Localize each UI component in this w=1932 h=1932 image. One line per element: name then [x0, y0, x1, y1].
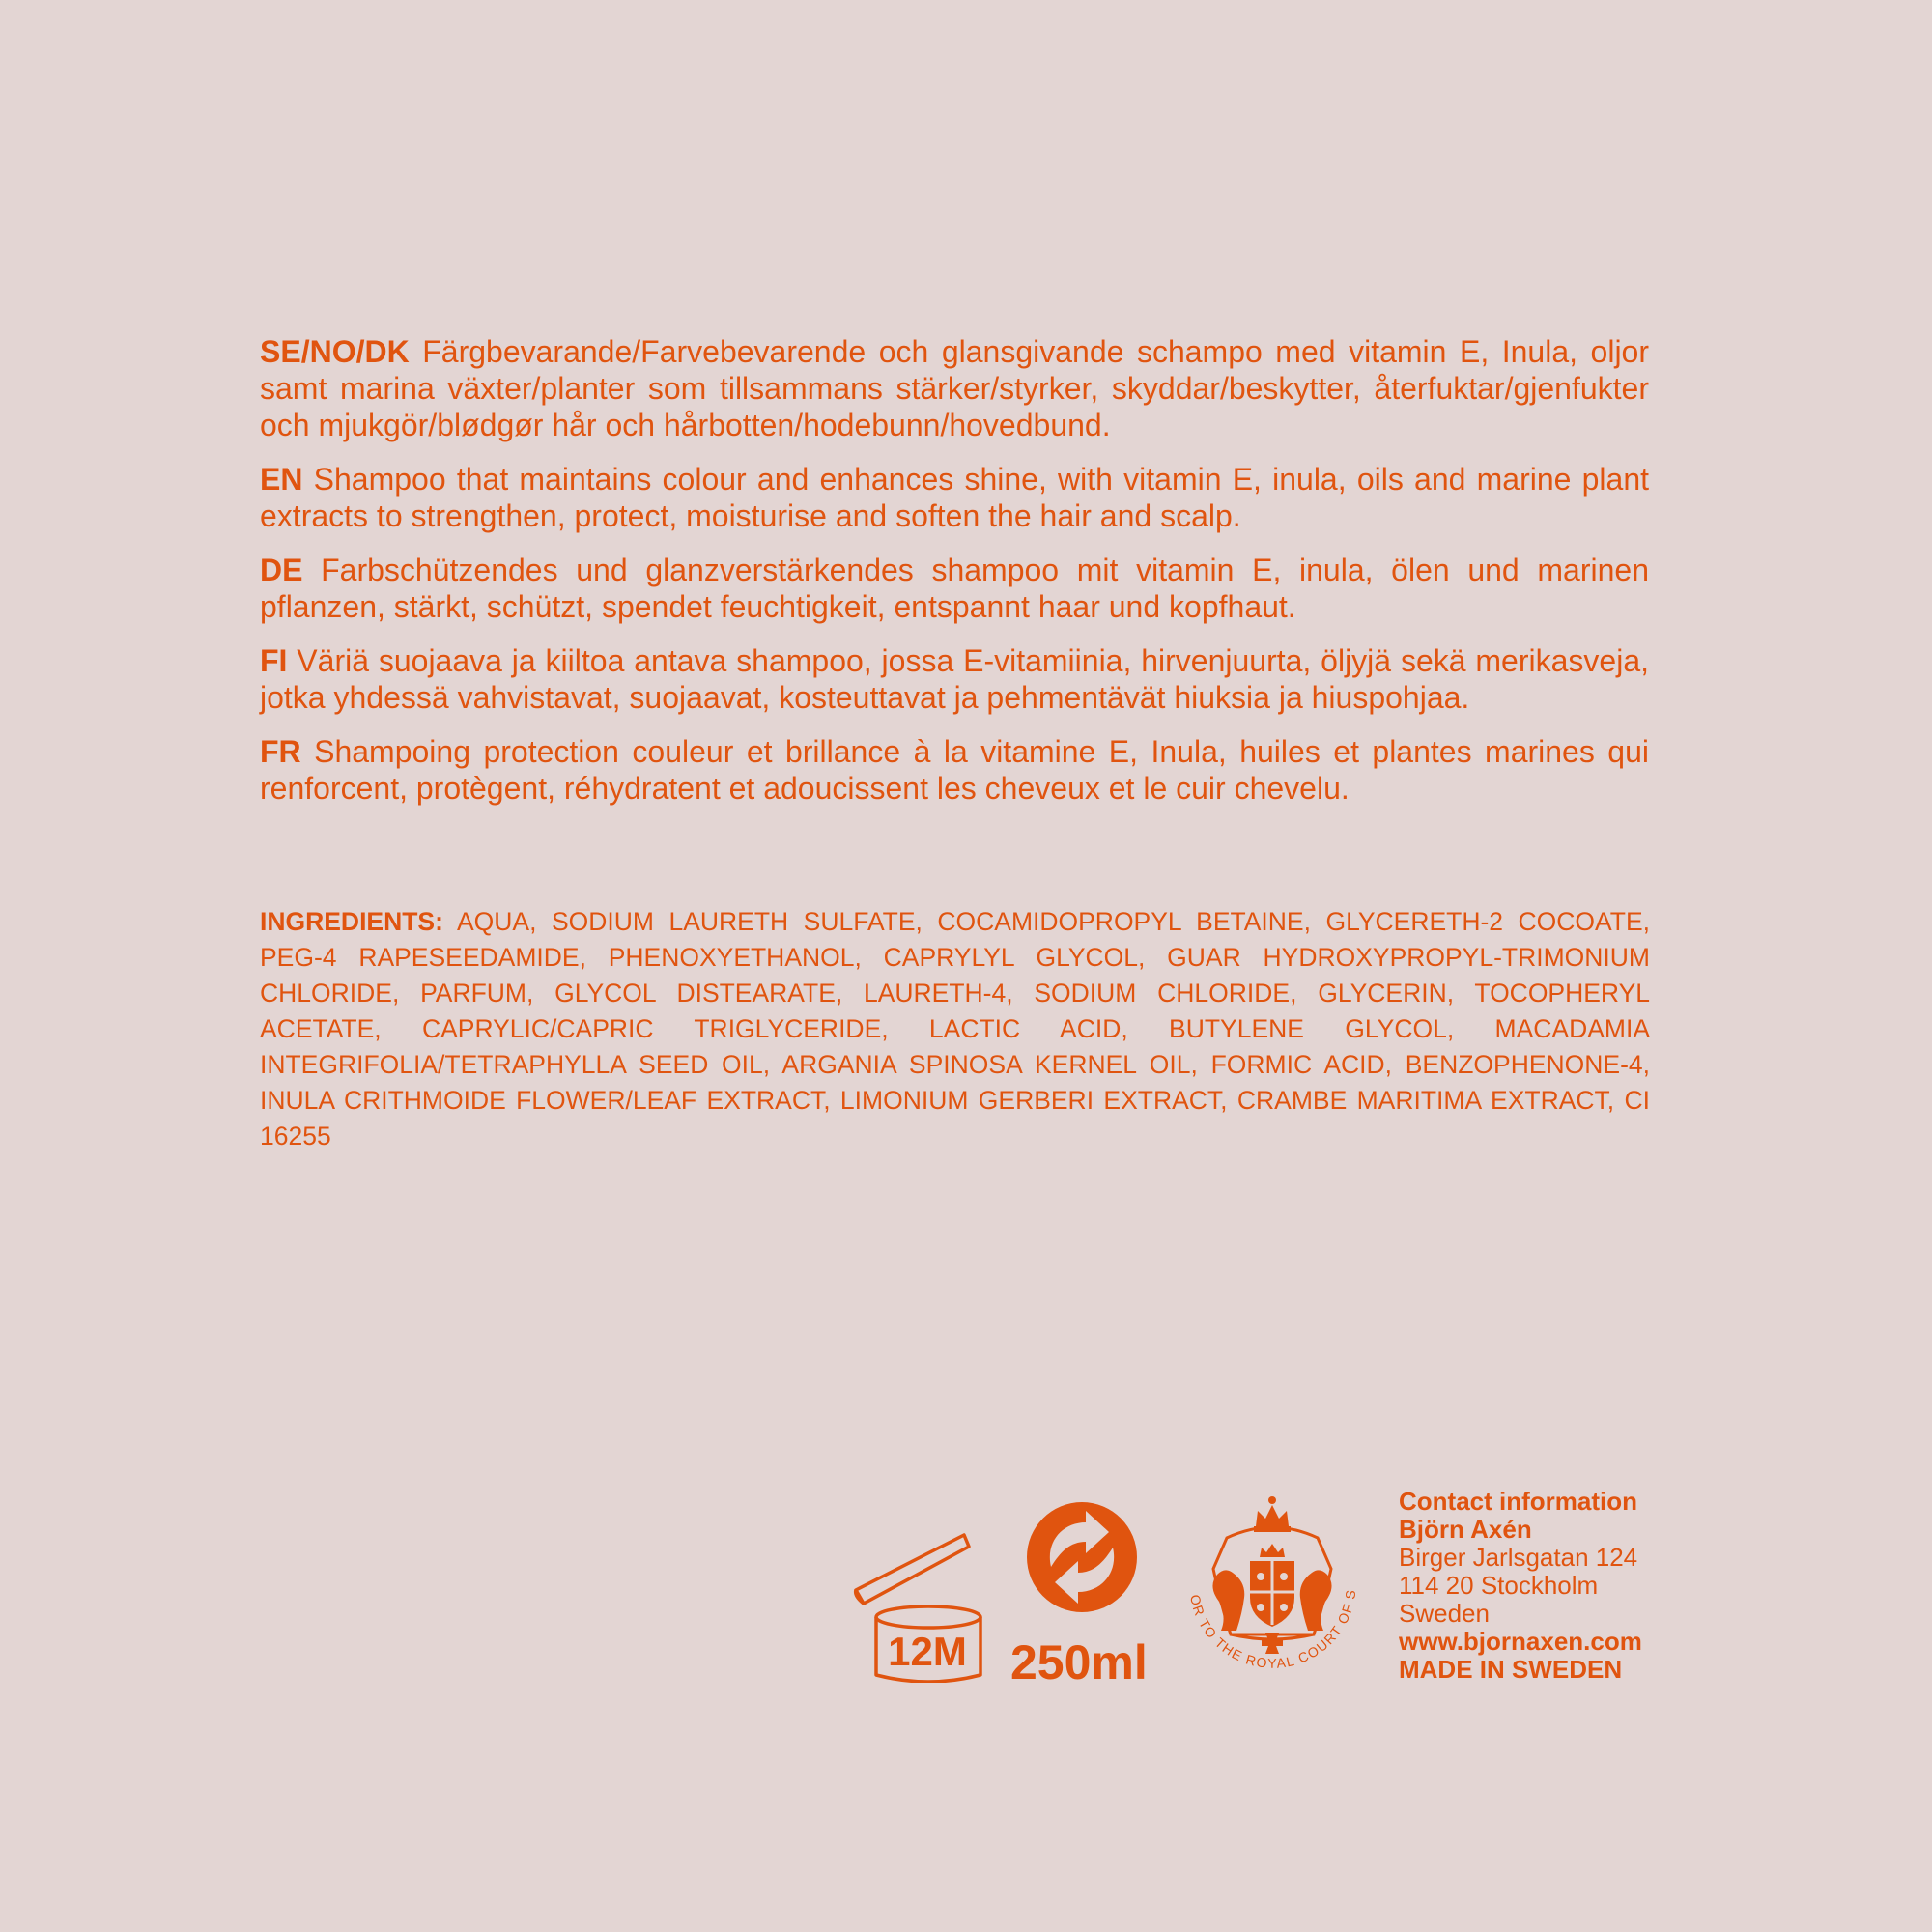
pao-label: 12M: [888, 1629, 967, 1674]
description-de: [260, 552, 1649, 625]
contact-website: www.bjornaxen.com: [1399, 1627, 1642, 1656]
lang-code: EN: [260, 462, 303, 497]
contact-name: Björn Axén: [1399, 1515, 1532, 1544]
ingredients-label: INGREDIENTS:: [260, 907, 443, 936]
description-text: Väriä suojaava ja kiiltoa antava shampoo, jossa E-vitamiinia, hirvenjuurta, öljyjä sekä merikasveja, jotka yhdessä vahvistavat, suojaavat, kosteuttavat ja pehmentävät hiuksia ja hiuspohjaa.: [260, 643, 1650, 715]
volume-label: 250ml: [1010, 1635, 1148, 1690]
description-en: [260, 461, 1649, 534]
description-text: Shampoo that maintains colour and enhances shine, with vitamin E, inula, oils and marine plant extracts to strengthen, protect, moisturise and soften the hair and scalp.: [260, 462, 1650, 533]
description-text: Farbschützendes und glanzverstärkendes shampoo mit vitamin E, inula, ölen und marinen pflanzen, stärkt, schützt, spendet feuchtigkeit, entspannt haar und kopfhaut.: [260, 553, 1650, 624]
green-dot-recycle-icon: [1024, 1499, 1140, 1615]
ingredients-list: [260, 904, 1650, 1154]
product-descriptions: [260, 333, 1649, 824]
lang-code: FI: [260, 643, 288, 678]
made-in-label: MADE IN SWEDEN: [1399, 1655, 1623, 1684]
description-text: Shampoing protection couleur et brillance à la vitamine E, Inula, huiles et plantes marines qui renforcent, protègent, réhydratent et adoucissent les cheveux et le cuir chevelu.: [260, 734, 1650, 806]
description-text: Färgbevarande/Farvebevarende och glansgivande schampo med vitamin E, Inula, oljor samt marina växter/planter som tillsammans stärker/styrker, skyddar/beskytter, återfuktar/gjenfukter och mjukgör/blødgør hår och hårbotten/hodebunn/hovedbund.: [260, 334, 1650, 442]
description-fi: [260, 642, 1649, 716]
description-se-no-dk: [260, 333, 1649, 443]
description-fr: [260, 733, 1649, 807]
contact-information: [1399, 1488, 1689, 1684]
ingredients-text: AQUA, SODIUM LAURETH SULFATE, COCAMIDOPROPYL BETAINE, GLYCERETH-2 COCOATE, PEG-4 RAPESEEDAMIDE, PHENOXYETHANOL, CAPRYLYL GLYCOL, GUAR HYDROXYPROPYL-TRIMONIUM CHLORIDE, PARFUM, GLYCOL DISTEARATE, LAURETH-4, SODIUM CHLORIDE, GLYCERIN, TOCOPHERYL ACETATE, CAPRYLIC/CAPRIC TRIGLYCERIDE, LACTIC ACID, BUTYLENE GLYCOL, MACADAMIA INTEGRIFOLIA/TETRAPHYLLA SEED OIL, ARGANIA SPINOSA KERNEL OIL, FORMIC ACID, BENZOPHENONE-4, INULA CRITHMOIDE FLOWER/LEAF EXTRACT, LIMONIUM GERBERI EXTRACT, CRAMBE MARITIMA EXTRACT, CI 16255: [260, 907, 1650, 1151]
contact-city: 114 20 Stockholm: [1399, 1571, 1599, 1600]
contact-country: Sweden: [1399, 1599, 1490, 1628]
lang-code: DE: [260, 553, 303, 587]
lang-code: FR: [260, 734, 301, 769]
contact-heading: Contact information: [1399, 1487, 1637, 1516]
contact-street: Birger Jarlsgatan 124: [1399, 1543, 1638, 1572]
royal-crest-icon: [1169, 1490, 1377, 1697]
crest-text: OR TO THE ROYAL COURT OF S: [1187, 1587, 1359, 1671]
lang-code: SE/NO/DK: [260, 334, 410, 369]
